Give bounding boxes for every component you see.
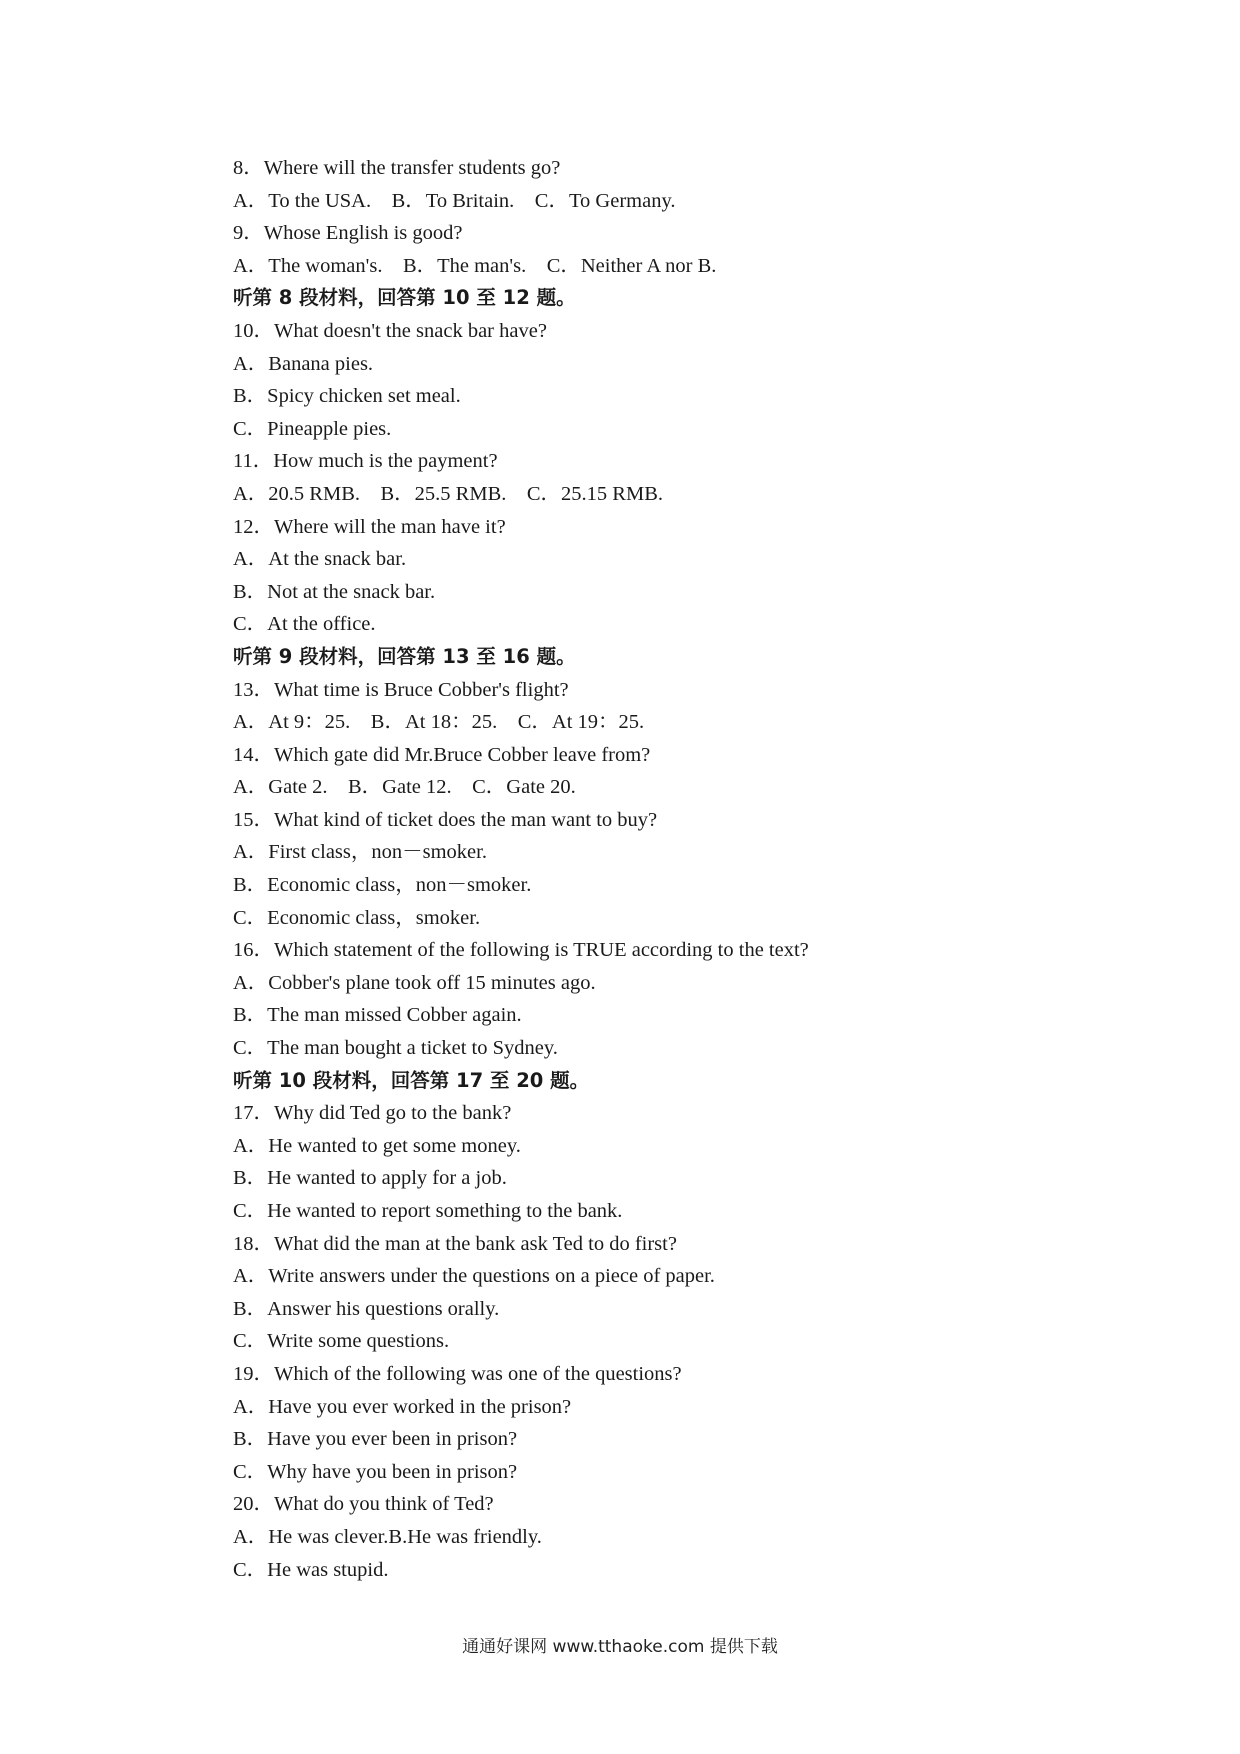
- question-text: 20．What do you think of Ted?: [233, 1493, 494, 1516]
- question-text: 9．Whose English is good?: [233, 222, 463, 245]
- answer-options: B．Not at the snack bar.: [233, 580, 436, 603]
- answer-options: A．At the snack bar.: [233, 548, 407, 571]
- answer-options: A．20.5 RMB. B．25.5 RMB. C．25.15 RMB.: [233, 482, 663, 505]
- answer-options: C．Why have you been in prison?: [233, 1460, 518, 1483]
- question-text: 14．Which gate did Mr.Bruce Cobber leave from?: [233, 743, 651, 766]
- answer-options: A．He wanted to get some money.: [233, 1134, 521, 1157]
- question-text: 10．What doesn't the snack bar have?: [233, 319, 547, 342]
- answer-options: C．The man bought a ticket to Sydney.: [233, 1037, 558, 1060]
- question-text: 15．What kind of ticket does the man want to buy?: [233, 808, 658, 831]
- answer-options: C．He was stupid.: [233, 1558, 389, 1581]
- answer-options: B．The man missed Cobber again.: [233, 1004, 522, 1027]
- answer-options: A．The woman's. B．The man's. C．Neither A nor B.: [233, 254, 717, 277]
- answer-options: C．Economic class，smoker.: [233, 906, 481, 929]
- section-heading: 听第 10 段材料，回答第 17 至 20 题。: [233, 1068, 590, 1092]
- question-text: 11．How much is the payment?: [233, 450, 498, 473]
- answer-options: A．Have you ever worked in the prison?: [233, 1395, 572, 1418]
- answer-options: A．First class，non－smoker.: [233, 841, 487, 864]
- question-text: 19．Which of the following was one of the questions?: [233, 1362, 682, 1385]
- answer-options: C．Pineapple pies.: [233, 417, 392, 440]
- answer-options: B．Economic class，non－smoker.: [233, 874, 532, 897]
- section-heading: 听第 9 段材料，回答第 13 至 16 题。: [233, 644, 576, 668]
- answer-options: A．Cobber's plane took off 15 minutes ago.: [233, 971, 596, 994]
- answer-options: A．Banana pies.: [233, 352, 374, 375]
- question-text: 17．Why did Ted go to the bank?: [233, 1102, 512, 1125]
- question-text: 16．Which statement of the following is TRUE according to the text?: [233, 939, 809, 962]
- question-text: 8．Where will the transfer students go?: [233, 157, 561, 179]
- answer-options: C．At the office.: [233, 613, 376, 636]
- answer-options: A．Gate 2. B．Gate 12. C．Gate 20.: [233, 776, 576, 799]
- answer-options: C．Write some questions.: [233, 1330, 450, 1353]
- question-text: 18．What did the man at the bank ask Ted to do first?: [233, 1232, 677, 1255]
- section-heading: 听第 8 段材料，回答第 10 至 12 题。: [233, 286, 576, 310]
- answer-options: A．To the USA. B．To Britain. C．To Germany.: [233, 189, 676, 212]
- answer-options: A．Write answers under the questions on a piece of paper.: [233, 1265, 715, 1288]
- answer-options: A．At 9：25. B．At 18：25. C．At 19：25.: [233, 711, 645, 734]
- answer-options: B．He wanted to apply for a job.: [233, 1167, 507, 1190]
- page-footer: 通通好课网 www.tthaoke.com 提供下载: [462, 1637, 778, 1657]
- answer-options: B．Spicy chicken set meal.: [233, 385, 461, 408]
- answer-options: C．He wanted to report something to the bank.: [233, 1200, 623, 1222]
- question-list: [233, 152, 1133, 1586]
- answer-options: A．He was clever.B.He was friendly.: [233, 1525, 542, 1548]
- answer-options: B．Answer his questions orally.: [233, 1297, 500, 1320]
- answer-options: B．Have you ever been in prison?: [233, 1428, 518, 1451]
- question-text: 12．Where will the man have it?: [233, 515, 506, 538]
- question-text: 13．What time is Bruce Cobber's flight?: [233, 678, 569, 701]
